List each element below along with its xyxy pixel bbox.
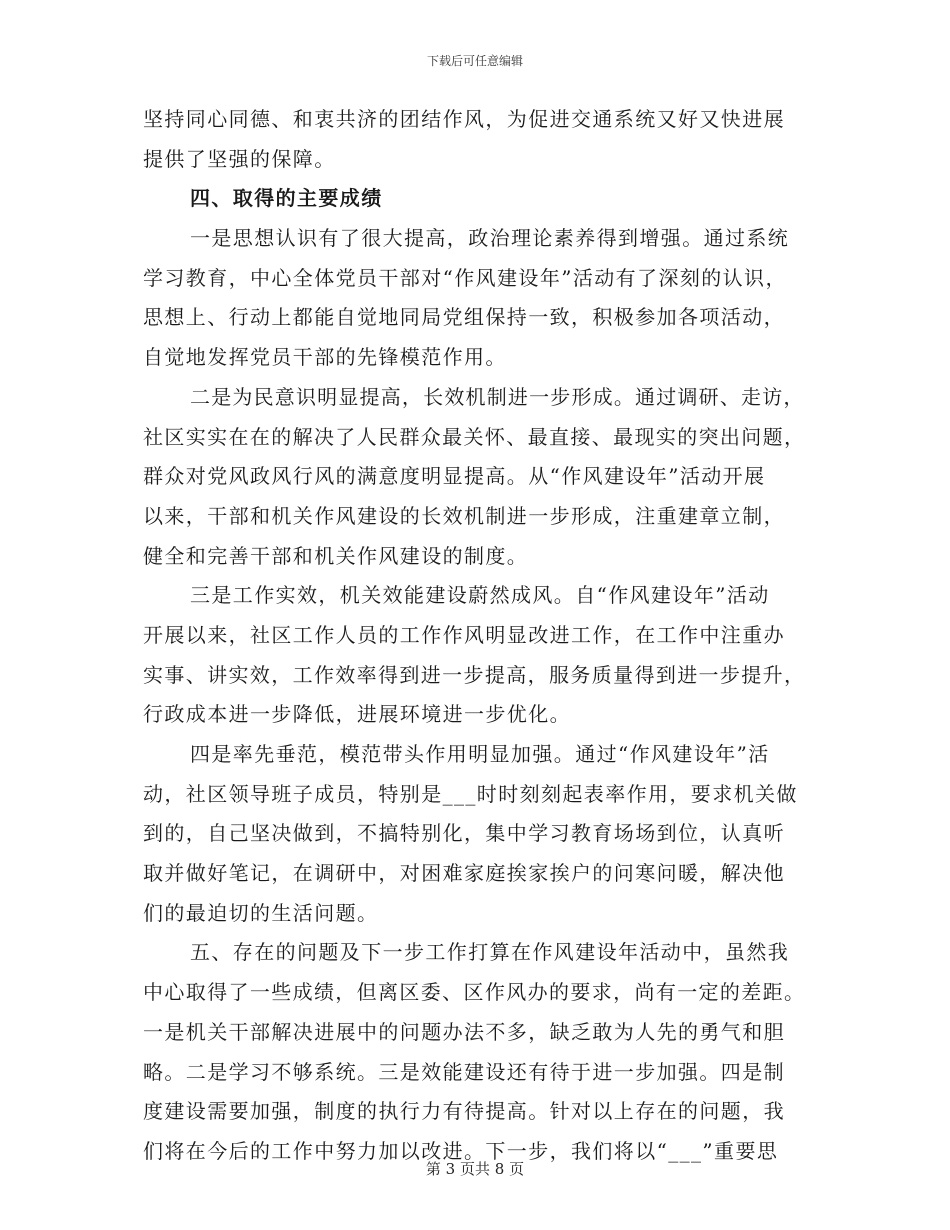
text-line: 自觉地发挥党员干部的先锋模范作用。 — [143, 345, 507, 370]
text-line: 一是机关干部解决进展中的问题办法不多，缺乏敢为人先的勇气和胆 — [143, 1019, 785, 1044]
page-footer: 第 3 页共 8 页 — [425, 1160, 525, 1178]
text-line: 学习教育，中心全体党员干部对“作风建设年”活动有了深刻的认识， — [143, 265, 787, 290]
page-header: 下载后可任意编辑 — [426, 54, 523, 68]
section-heading: 四、取得的主要成绩 — [190, 186, 383, 211]
text-line: 行政成本进一步降低，进展环境进一步优化。 — [143, 702, 571, 727]
text-line: 坚持同心同德、和衷共济的团结作风，为促进交通系统又好又快进展 — [143, 107, 785, 131]
text-line: 取并做好笔记，在调研中，对困难家庭挨家挨户的问寒问暖，解决他 — [143, 861, 785, 886]
text-line: 度建设需要加强，制度的执行力有待提高。针对以上存在的问题，我 — [143, 1099, 785, 1124]
text-line: 五、存在的问题及下一步工作打算在作风建设年活动中，虽然我 — [190, 940, 790, 965]
text-line: 到的，自己坚决做到，不搞特别化，集中学习教育场场到位，认真听 — [143, 821, 785, 846]
text-line: 三是工作实效，机关效能建设蔚然成风。自“作风建设年”活动 — [190, 583, 770, 608]
text-line: 思想上、行动上都能自觉地同局党组保持一致，积极参加各项活动， — [143, 305, 785, 330]
text-line: 一是思想认识有了很大提高，政治理论素养得到增强。通过系统 — [190, 226, 790, 251]
text-line: 社区实实在在的解决了人民群众最关怀、最直接、最现实的突出问题， — [143, 424, 806, 449]
text-line: 群众对党风政风行风的满意度明显提高。从“作风建设年”活动开展 — [143, 464, 766, 489]
text-line: 们将在今后的工作中努力加以改进。下一步，我们将以“___”重要思 — [143, 1138, 779, 1163]
document-body — [143, 100, 805, 1172]
text-line: 四是率先垂范，模范带头作用明显加强。通过“作风建设年”活 — [190, 742, 770, 766]
text-line: 二是为民意识明显提高，长效机制进一步形成。通过调研、走访， — [190, 384, 805, 409]
text-line: 提供了坚强的保障。 — [143, 146, 336, 171]
text-line: 动，社区领导班子成员，特别是___时时刻刻起表率作用，要求机关做 — [143, 781, 798, 806]
text-line: 实事、讲实效，工作效率得到进一步提高，服务质量得到进一步提升， — [143, 662, 806, 687]
text-line: 开展以来，社区工作人员的工作作风明显改进工作，在工作中注重办 — [143, 622, 785, 647]
text-line: 略。二是学习不够系统。三是效能建设还有待于进一步加强。四是制 — [143, 1059, 785, 1084]
text-line: 中心取得了一些成绩，但离区委、区作风办的要求，尚有一定的差距。 — [143, 980, 806, 1005]
text-line: 健全和完善干部和机关作风建设的制度。 — [143, 543, 529, 568]
text-line: 们的最迫切的生活问题。 — [143, 900, 379, 925]
text-line: 以来，干部和机关作风建设的长效机制进一步形成，注重建章立制， — [143, 503, 785, 528]
